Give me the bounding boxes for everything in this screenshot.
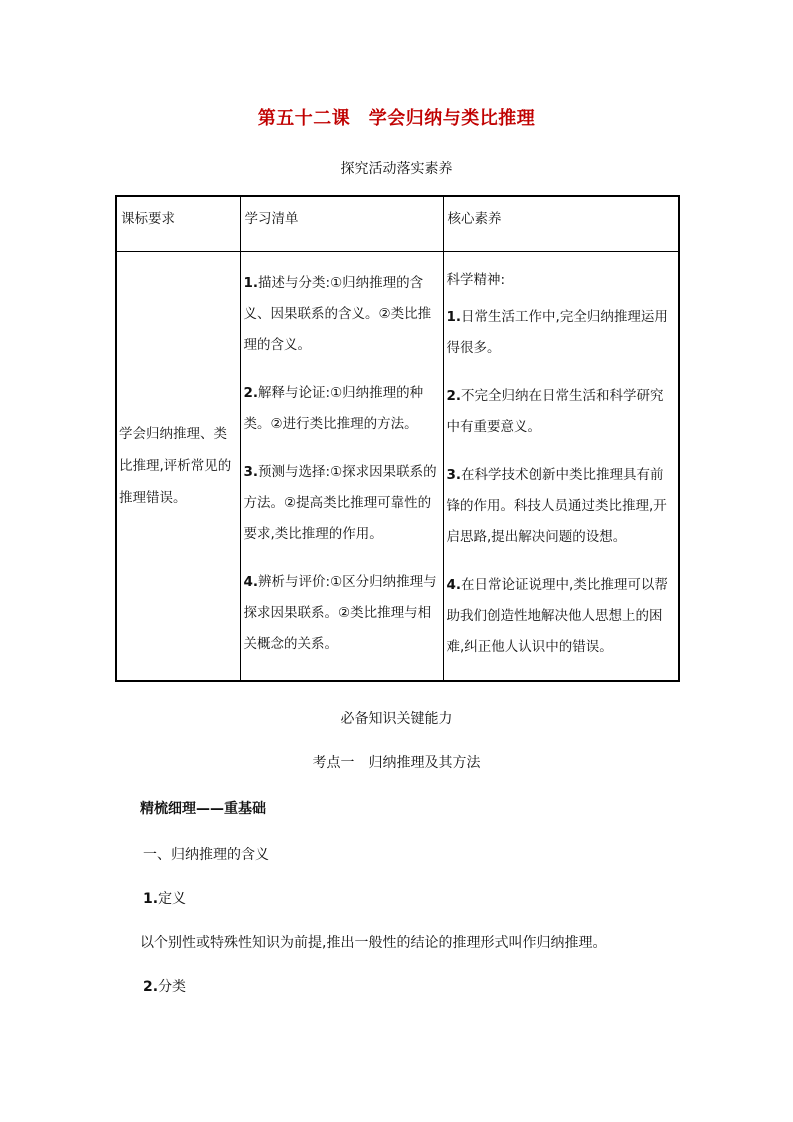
- header-core-literacy: 核心素养: [443, 196, 679, 252]
- list-item: 4.在日常论证说理中,类比推理可以帮助我们创造性地解决他人思想上的困难,纠正他人认识中的错误。: [446, 577, 668, 655]
- list-item: 2.不完全归纳在日常生活和科学研究中有重要意义。: [446, 388, 664, 435]
- literacy-intro: 科学精神:: [446, 272, 506, 288]
- list-item: 4.辨析与评价:①区分归纳推理与探求因果联系。②类比推理与相关概念的关系。: [243, 574, 437, 652]
- list-item: 1.日常生活工作中,完全归纳推理运用得很多。: [446, 309, 668, 356]
- point-heading: 考点一 归纳推理及其方法: [312, 755, 481, 771]
- list-item: 3.预测与选择:①探求因果联系的方法。②提高类比推理可靠性的要求,类比推理的作用。: [243, 464, 437, 542]
- header-requirement: 课标要求: [116, 196, 240, 252]
- item1-heading: 一、归纳推理的含义: [143, 847, 269, 863]
- basics-heading: 精梳细理——重基础: [140, 801, 266, 817]
- classification-heading: 2.分类: [143, 979, 187, 995]
- list-item: 2.解释与论证:①归纳推理的种类。②进行类比推理的方法。: [243, 385, 424, 432]
- core-literacy-cell: [443, 252, 679, 682]
- table-body-row: [116, 252, 679, 682]
- requirement-cell: 学会归纳推理、类比推理,评析常见的推理错误。: [116, 252, 240, 682]
- curriculum-table: [115, 195, 680, 682]
- learning-list-cell: [240, 252, 443, 682]
- section-heading: 必备知识关键能力: [340, 711, 453, 727]
- definition-heading: 1.定义: [143, 891, 187, 907]
- list-item: 1.描述与分类:①归纳推理的含义、因果联系的含义。②类比推理的含义。: [243, 275, 432, 353]
- list-item: 3.在科学技术创新中类比推理具有前锋的作用。科技人员通过类比推理,开启思路,提出解决问题的设想。: [446, 467, 667, 545]
- definition-text: 以个别性或特殊性知识为前提,推出一般性的结论的推理形式叫作归纳推理。: [140, 935, 607, 951]
- table-header-row: [116, 196, 679, 252]
- page-title: 第五十二课 学会归纳与类比推理: [257, 108, 536, 129]
- header-learning-list: 学习清单: [240, 196, 443, 252]
- page-subtitle: 探究活动落实素养: [340, 161, 453, 177]
